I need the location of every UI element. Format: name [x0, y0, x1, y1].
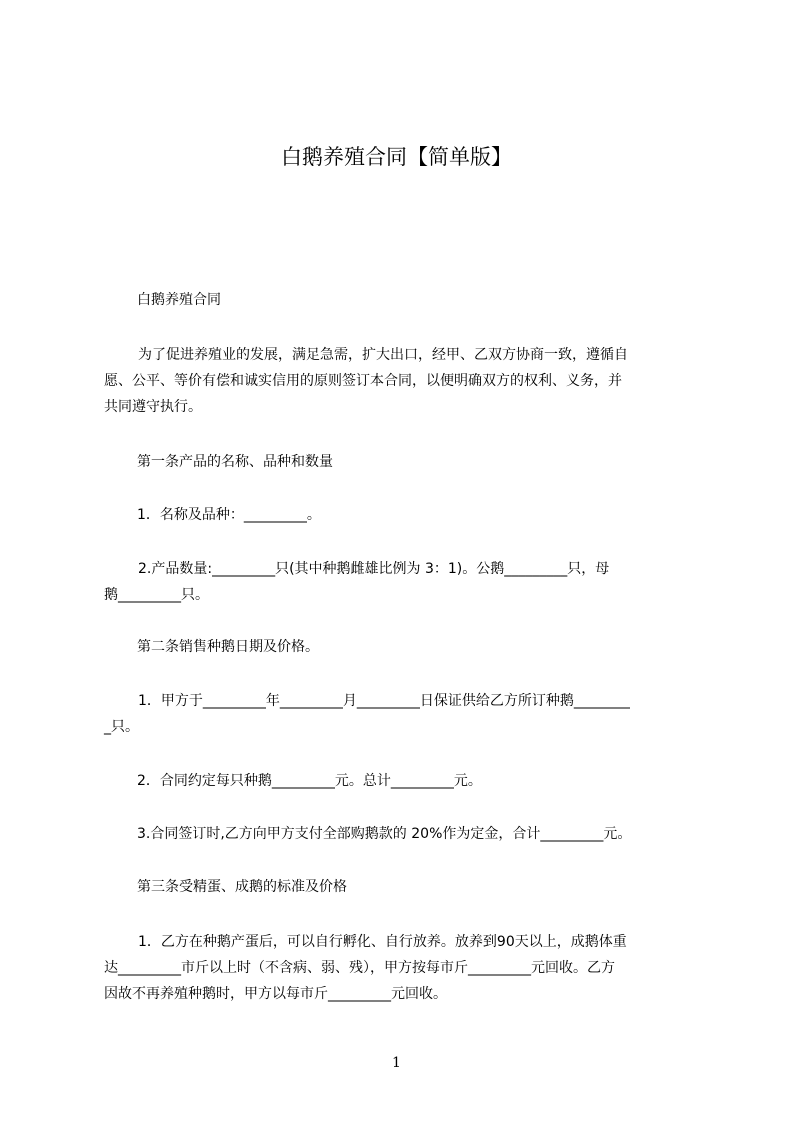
- article-2-item-2: 2．合同约定每只种鹅_________元。总计_________元。: [137, 773, 482, 789]
- article-2-item-1: [104, 688, 630, 740]
- intro-line: 共同遵守执行。: [104, 399, 202, 415]
- item-line: 因故不再养殖种鹅时，甲方以每市斤_________元回收。: [104, 986, 447, 1002]
- intro-line: 愿、公平、等价有偿和诚实信用的原则签订本合同，以便明确双方的权利、义务，并: [104, 373, 622, 389]
- document-title: 白鹅养殖合同【简单版】: [281, 145, 512, 169]
- item-line: 2.产品数量:_________只(其中种鹅雌雄比例为 3：1)。公鹅_________只，母: [138, 561, 610, 577]
- contract-heading: 白鹅养殖合同: [137, 292, 221, 308]
- page-number: 1: [392, 1055, 401, 1071]
- item-line: 达_________市斤以上时（不含病、弱、残），甲方按每市斤_________元回收。乙方: [104, 960, 615, 976]
- article-1-title: 第一条产品的名称、品种和数量: [137, 454, 333, 470]
- intro-line: 为了促进养殖业的发展，满足急需，扩大出口，经甲、乙双方协商一致，遵循自: [138, 347, 628, 363]
- article-2-item-3: 3.合同签订时,乙方向甲方支付全部购鹅款的 20%作为定金，合计_________元。: [137, 826, 632, 842]
- item-line: _只。: [104, 719, 139, 735]
- article-1-item-2: [104, 556, 609, 608]
- article-3-title: 第三条受精蛋、成鹅的标准及价格: [137, 879, 347, 895]
- item-line: 1．乙方在种鹅产蛋后，可以自行孵化、自行放养。放养到90天以上，成鹅体重: [138, 934, 627, 950]
- item-line: 鹅_________只。: [104, 587, 209, 603]
- intro-paragraph: [104, 342, 628, 420]
- article-2-title: 第二条销售种鹅日期及价格。: [137, 639, 319, 655]
- item-line: 1．甲方于_________年_________月_________日保证供给乙方所订种鹅________: [138, 693, 630, 709]
- article-3-item-1: [104, 929, 627, 1007]
- article-1-item-1: 1．名称及品种：_________。: [137, 507, 321, 523]
